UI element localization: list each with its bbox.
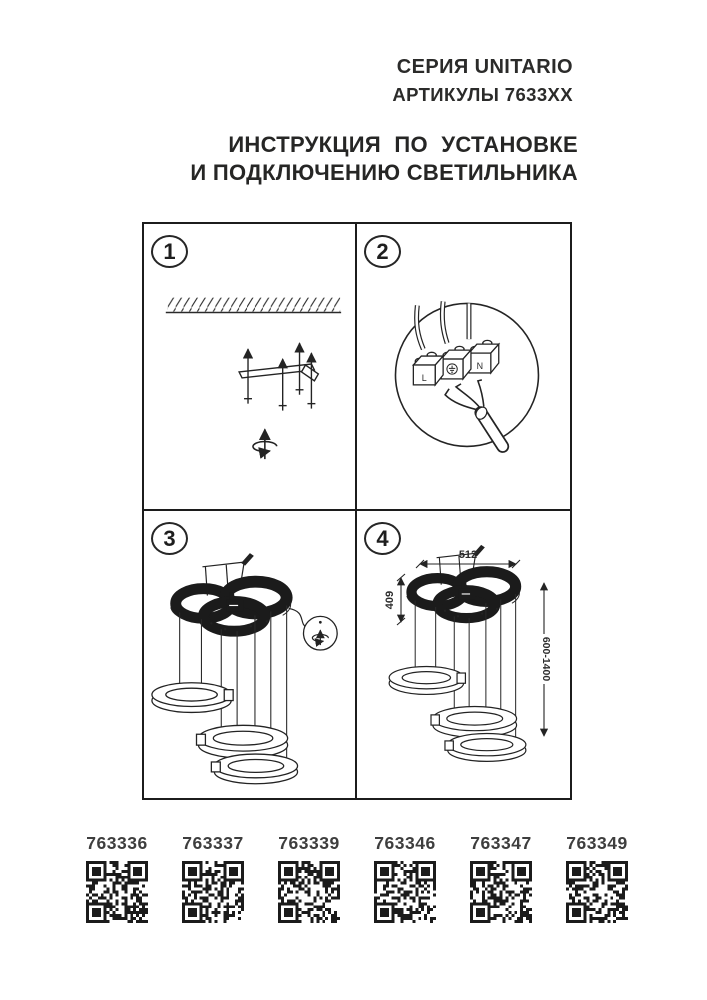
product-item bbox=[549, 833, 645, 923]
step-panel-2 bbox=[357, 224, 570, 511]
product-item bbox=[69, 833, 165, 923]
earth-ground-icon bbox=[447, 364, 457, 374]
product-article: 763337 bbox=[182, 833, 244, 853]
product-item bbox=[261, 833, 357, 923]
series-label: СЕРИЯ UNITARIO bbox=[396, 56, 573, 78]
step-number: 4 bbox=[376, 525, 389, 551]
step-number-badge bbox=[151, 235, 188, 268]
dimensions-drawing bbox=[357, 511, 570, 798]
dimension-height-range: 600-1400 bbox=[540, 636, 552, 682]
qr-code bbox=[566, 861, 628, 923]
dimension-depth: 409 bbox=[384, 590, 396, 610]
terminal-l-label: L bbox=[421, 372, 427, 383]
product-article: 763347 bbox=[470, 833, 532, 853]
ceiling-hatch-icon bbox=[166, 298, 341, 313]
product-item bbox=[357, 833, 453, 923]
product-item bbox=[453, 833, 549, 923]
mounting-bracket-icon bbox=[239, 343, 318, 410]
page-title bbox=[190, 131, 578, 187]
product-article: 763336 bbox=[86, 833, 148, 853]
page-title-line1: ИНСТРУКЦИЯ ПО УСТАНОВКЕ bbox=[228, 132, 578, 157]
qr-code bbox=[374, 861, 436, 923]
step-panel-1 bbox=[144, 224, 357, 511]
step-panel-3 bbox=[144, 511, 357, 798]
qr-code bbox=[470, 861, 532, 923]
qr-code bbox=[182, 861, 244, 923]
step-number: 2 bbox=[376, 238, 389, 264]
product-article: 763346 bbox=[374, 833, 436, 853]
qr-code bbox=[86, 861, 148, 923]
terminal-n-label: N bbox=[476, 360, 484, 371]
page-title-line2: И ПОДКЛЮЧЕНИЮ СВЕТИЛЬНИКА bbox=[190, 160, 578, 185]
chandelier-icon bbox=[152, 554, 298, 784]
chandelier-icon bbox=[389, 546, 526, 762]
step-number-badge bbox=[364, 522, 401, 555]
step-number-badge bbox=[151, 522, 188, 555]
step-number: 3 bbox=[163, 525, 176, 551]
step-number-badge bbox=[364, 235, 401, 268]
product-article: 763349 bbox=[566, 833, 628, 853]
installation-steps-grid bbox=[142, 222, 572, 800]
brand-block bbox=[392, 56, 573, 106]
adjuster-callout bbox=[289, 608, 338, 650]
qr-code bbox=[278, 861, 340, 923]
rotate-and-push-icon bbox=[253, 429, 277, 459]
step-panel-4 bbox=[357, 511, 570, 798]
articles-label: АРТИКУЛЫ 7633ХХ bbox=[392, 84, 573, 105]
step-number: 1 bbox=[163, 238, 176, 264]
product-article: 763339 bbox=[278, 833, 340, 853]
products-row bbox=[69, 833, 645, 923]
product-item bbox=[165, 833, 261, 923]
dimension-width: 512 bbox=[458, 549, 478, 561]
